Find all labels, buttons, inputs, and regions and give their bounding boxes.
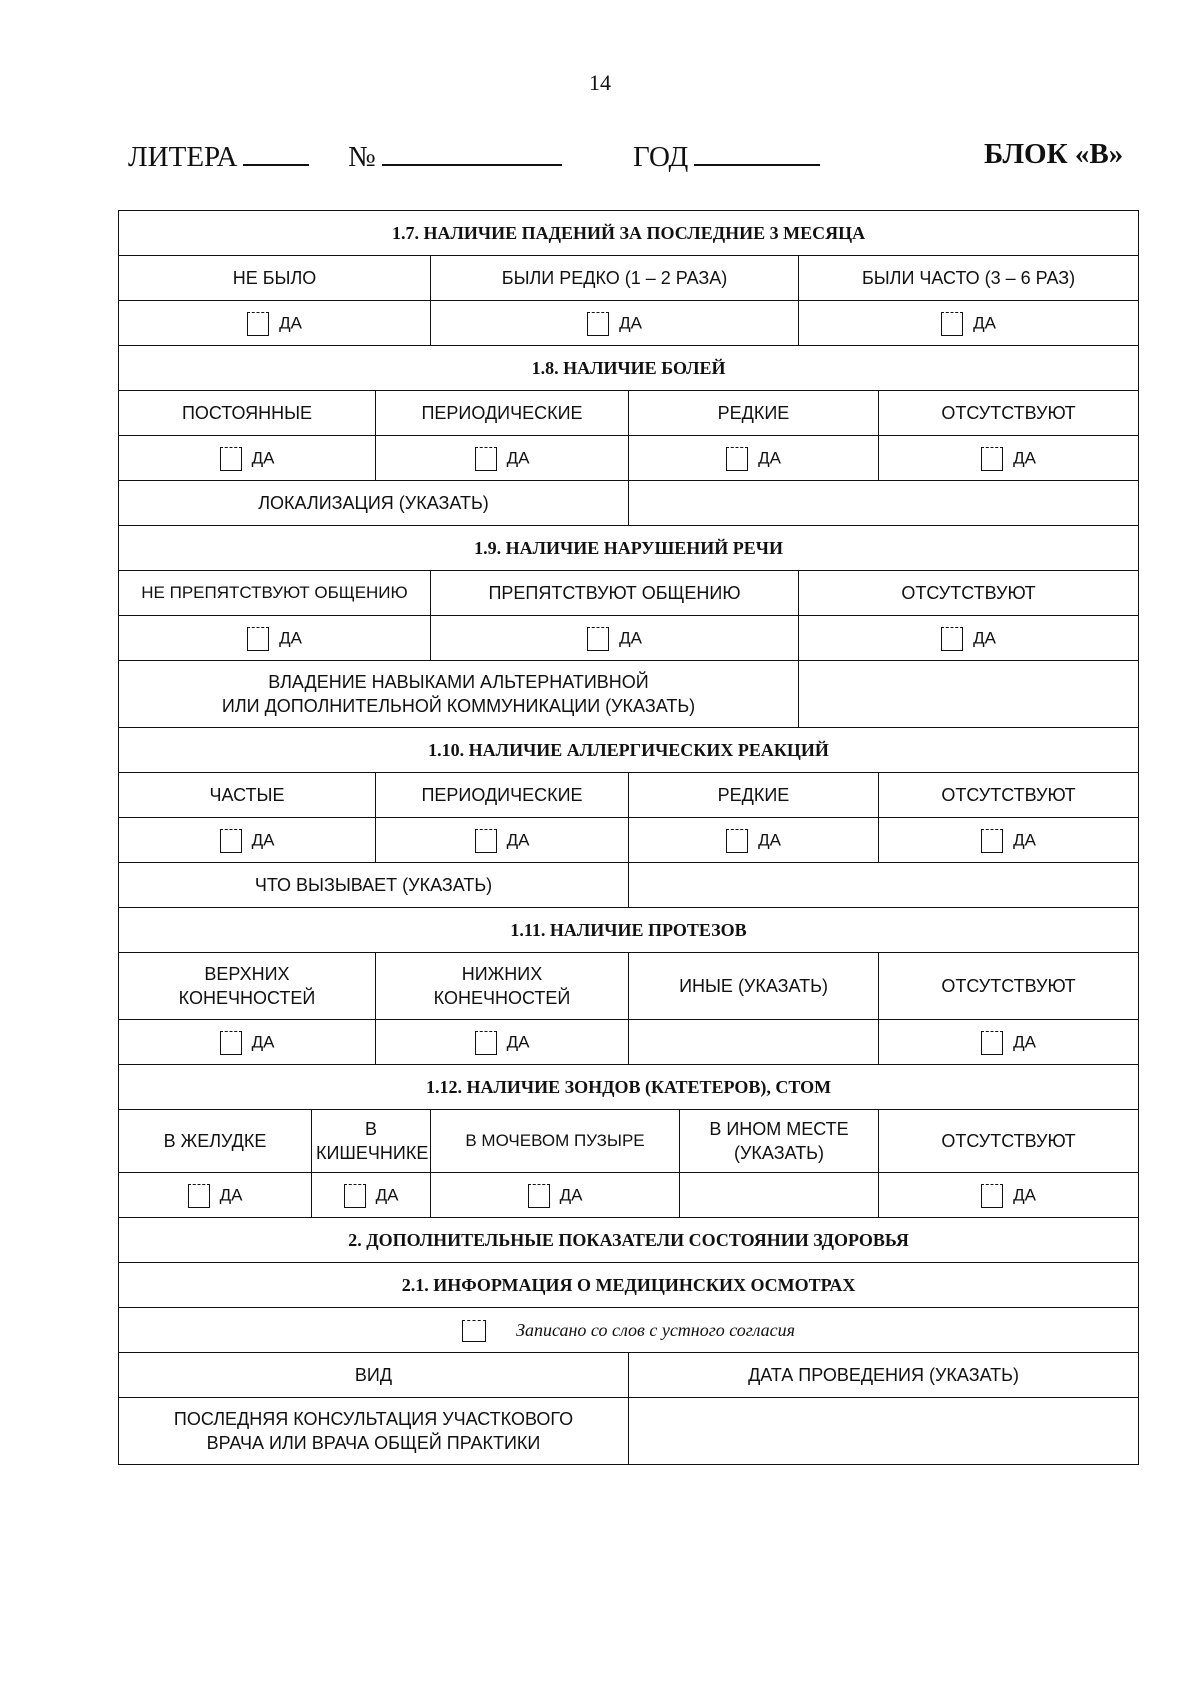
consent-checkbox[interactable] (462, 1320, 486, 1342)
section-2-1-title: 2.1. ИНФОРМАЦИЯ О МЕДИЦИНСКИХ ОСМОТРАХ (119, 1263, 1139, 1308)
yes-label: ДА (279, 313, 302, 333)
section-1-12-title: 1.12. НАЛИЧИЕ ЗОНДОВ (КАТЕТЕРОВ), СТОМ (119, 1065, 1139, 1110)
allergy-frequent-yes (119, 818, 376, 863)
yes-label: ДА (758, 448, 781, 468)
yes-label: ДА (973, 313, 996, 333)
tube-absent-yes (879, 1173, 1139, 1218)
alt-communication-field[interactable] (799, 661, 1139, 728)
pain-location-field[interactable] (629, 481, 1139, 526)
pain-location-label: ЛОКАЛИЗАЦИЯ (УКАЗАТЬ) (119, 481, 629, 526)
pain-constant-yes (119, 436, 376, 481)
allergy-absent-checkbox[interactable] (981, 829, 1003, 853)
prosthesis-absent-yes (879, 1020, 1139, 1065)
yes-label: ДА (375, 1185, 399, 1205)
prosthesis-lower-line1: НИЖНИХ (461, 964, 543, 984)
number-field (348, 138, 562, 174)
tube-intestine-yes (312, 1173, 431, 1218)
prosthesis-absent-checkbox[interactable] (981, 1031, 1003, 1055)
yes-label: ДА (219, 1185, 243, 1205)
last-consultation-line2: ВРАЧА ИЛИ ВРАЧА ОБЩЕЙ ПРАКТИКИ (206, 1433, 541, 1453)
yes-label: ДА (279, 628, 302, 648)
pain-rare-yes (629, 436, 879, 481)
consent-note-text: Записано со слов с устного согласия (516, 1319, 796, 1340)
section-1-9-title: 1.9. НАЛИЧИЕ НАРУШЕНИЙ РЕЧИ (119, 526, 1139, 571)
tube-intestine-checkbox[interactable] (344, 1184, 366, 1208)
year-field (633, 138, 820, 174)
falls-rare-checkbox[interactable] (587, 312, 609, 336)
yes-label: ДА (1013, 1032, 1036, 1052)
allergy-cause-label: ЧТО ВЫЗЫВАЕТ (УКАЗАТЬ) (119, 863, 629, 908)
option-allergy-rare: РЕДКИЕ (629, 773, 879, 818)
falls-often-yes (799, 301, 1139, 346)
speech-absent-checkbox[interactable] (941, 627, 963, 651)
option-tube-intestine: В КИШЕЧНИКЕ (312, 1110, 431, 1173)
last-consultation-label (119, 1398, 629, 1465)
allergy-cause-field[interactable] (629, 863, 1139, 908)
section-1-8-title: 1.8. НАЛИЧИЕ БОЛЕЙ (119, 346, 1139, 391)
section-1-11-title: 1.11. НАЛИЧИЕ ПРОТЕЗОВ (119, 908, 1139, 953)
tube-other-line2: (УКАЗАТЬ) (734, 1143, 824, 1163)
yes-label: ДА (1013, 448, 1036, 468)
falls-none-yes (119, 301, 431, 346)
yes-label: ДА (619, 628, 642, 648)
option-tube-absent: ОТСУТСТВУЮТ (879, 1110, 1139, 1173)
year-blank[interactable] (694, 138, 820, 166)
yes-label: ДА (758, 830, 781, 850)
col-exam-date: ДАТА ПРОВЕДЕНИЯ (УКАЗАТЬ) (629, 1353, 1139, 1398)
prosthesis-lower-checkbox[interactable] (475, 1031, 497, 1055)
alt-communication-line1: ВЛАДЕНИЕ НАВЫКАМИ АЛЬТЕРНАТИВНОЙ (268, 672, 649, 692)
yes-label: ДА (251, 448, 275, 468)
number-blank[interactable] (382, 138, 562, 166)
yes-label: ДА (1013, 1185, 1036, 1205)
allergy-rare-checkbox[interactable] (726, 829, 748, 853)
option-tube-stomach: В ЖЕЛУДКЕ (119, 1110, 312, 1173)
yes-label: ДА (251, 1032, 275, 1052)
prosthesis-lower-yes (376, 1020, 629, 1065)
tube-other-line1: В ИНОМ МЕСТЕ (709, 1119, 849, 1139)
option-pain-constant: ПОСТОЯННЫЕ (119, 391, 376, 436)
speech-barrier-checkbox[interactable] (587, 627, 609, 651)
option-pain-rare: РЕДКИЕ (629, 391, 879, 436)
option-falls-often: БЫЛИ ЧАСТО (3 – 6 РАЗ) (799, 256, 1139, 301)
col-exam-type: ВИД (119, 1353, 629, 1398)
section-1-7-title: 1.7. НАЛИЧИЕ ПАДЕНИЙ ЗА ПОСЛЕДНИЕ 3 МЕСЯЦА (119, 211, 1139, 256)
pain-periodic-checkbox[interactable] (475, 447, 497, 471)
prosthesis-other-field[interactable] (629, 1020, 879, 1065)
option-speech-barrier: ПРЕПЯТСТВУЮТ ОБЩЕНИЮ (431, 571, 799, 616)
health-form-table (118, 210, 1139, 1465)
allergy-absent-yes (879, 818, 1139, 863)
speech-no-barrier-yes (119, 616, 431, 661)
tube-bladder-checkbox[interactable] (528, 1184, 550, 1208)
pain-absent-checkbox[interactable] (981, 447, 1003, 471)
yes-label: ДА (506, 448, 530, 468)
pain-rare-checkbox[interactable] (726, 447, 748, 471)
yes-label: ДА (506, 830, 530, 850)
tube-stomach-yes (119, 1173, 312, 1218)
prosthesis-upper-line1: ВЕРХНИХ (204, 964, 290, 984)
option-prosthesis-absent: ОТСУТСТВУЮТ (879, 953, 1139, 1020)
prosthesis-upper-yes (119, 1020, 376, 1065)
speech-no-barrier-checkbox[interactable] (247, 627, 269, 651)
option-prosthesis-lower (376, 953, 629, 1020)
option-falls-rare: БЫЛИ РЕДКО (1 – 2 РАЗА) (431, 256, 799, 301)
prosthesis-upper-checkbox[interactable] (220, 1031, 242, 1055)
last-consultation-date-field[interactable] (629, 1398, 1139, 1465)
yes-label: ДА (1013, 830, 1036, 850)
prosthesis-upper-line2: КОНЕЧНОСТЕЙ (178, 988, 316, 1008)
option-allergy-periodic: ПЕРИОДИЧЕСКИЕ (376, 773, 629, 818)
litera-blank[interactable] (243, 138, 309, 166)
allergy-frequent-checkbox[interactable] (220, 829, 242, 853)
yes-label: ДА (559, 1185, 583, 1205)
speech-barrier-yes (431, 616, 799, 661)
speech-absent-yes (799, 616, 1139, 661)
option-pain-absent: ОТСУТСТВУЮТ (879, 391, 1139, 436)
option-tube-bladder: В МОЧЕВОМ ПУЗЫРЕ (431, 1110, 680, 1173)
section-2-title: 2. ДОПОЛНИТЕЛЬНЫЕ ПОКАЗАТЕЛИ СОСТОЯНИИ ЗДОРОВЬЯ (119, 1218, 1139, 1263)
number-label: № (348, 141, 376, 173)
option-falls-none: НЕ БЫЛО (119, 256, 431, 301)
year-label: ГОД (633, 141, 689, 173)
litera-label: ЛИТЕРА (128, 141, 238, 173)
pain-periodic-yes (376, 436, 629, 481)
option-prosthesis-upper (119, 953, 376, 1020)
option-allergy-absent: ОТСУТСТВУЮТ (879, 773, 1139, 818)
allergy-periodic-checkbox[interactable] (475, 829, 497, 853)
alt-communication-label (119, 661, 799, 728)
tube-absent-checkbox[interactable] (981, 1184, 1003, 1208)
last-consultation-line1: ПОСЛЕДНЯЯ КОНСУЛЬТАЦИЯ УЧАСТКОВОГО (173, 1409, 574, 1429)
section-1-10-title: 1.10. НАЛИЧИЕ АЛЛЕРГИЧЕСКИХ РЕАКЦИЙ (119, 728, 1139, 773)
page-number: 14 (589, 70, 611, 95)
tube-bladder-yes (431, 1173, 680, 1218)
yes-label: ДА (619, 313, 642, 333)
allergy-rare-yes (629, 818, 879, 863)
yes-label: ДА (973, 628, 996, 648)
yes-label: ДА (251, 830, 275, 850)
option-speech-absent: ОТСУТСТВУЮТ (799, 571, 1139, 616)
pain-constant-checkbox[interactable] (220, 447, 242, 471)
block-label: БЛОК «В» (984, 138, 1124, 170)
option-prosthesis-other: ИНЫЕ (УКАЗАТЬ) (629, 953, 879, 1020)
yes-label: ДА (506, 1032, 530, 1052)
prosthesis-lower-line2: КОНЕЧНОСТЕЙ (433, 988, 571, 1008)
litera-field (128, 138, 309, 174)
alt-communication-line2: ИЛИ ДОПОЛНИТЕЛЬНОЙ КОММУНИКАЦИИ (УКАЗАТЬ) (221, 696, 696, 716)
option-pain-periodic: ПЕРИОДИЧЕСКИЕ (376, 391, 629, 436)
falls-often-checkbox[interactable] (941, 312, 963, 336)
option-speech-no-barrier: НЕ ПРЕПЯТСТВУЮТ ОБЩЕНИЮ (119, 571, 431, 616)
tube-other-field[interactable] (680, 1173, 879, 1218)
option-tube-other (680, 1110, 879, 1173)
form-header (128, 138, 1124, 178)
falls-none-checkbox[interactable] (247, 312, 269, 336)
falls-rare-yes (431, 301, 799, 346)
allergy-periodic-yes (376, 818, 629, 863)
pain-absent-yes (879, 436, 1139, 481)
consent-note (119, 1308, 1139, 1353)
option-allergy-frequent: ЧАСТЫЕ (119, 773, 376, 818)
tube-stomach-checkbox[interactable] (188, 1184, 210, 1208)
